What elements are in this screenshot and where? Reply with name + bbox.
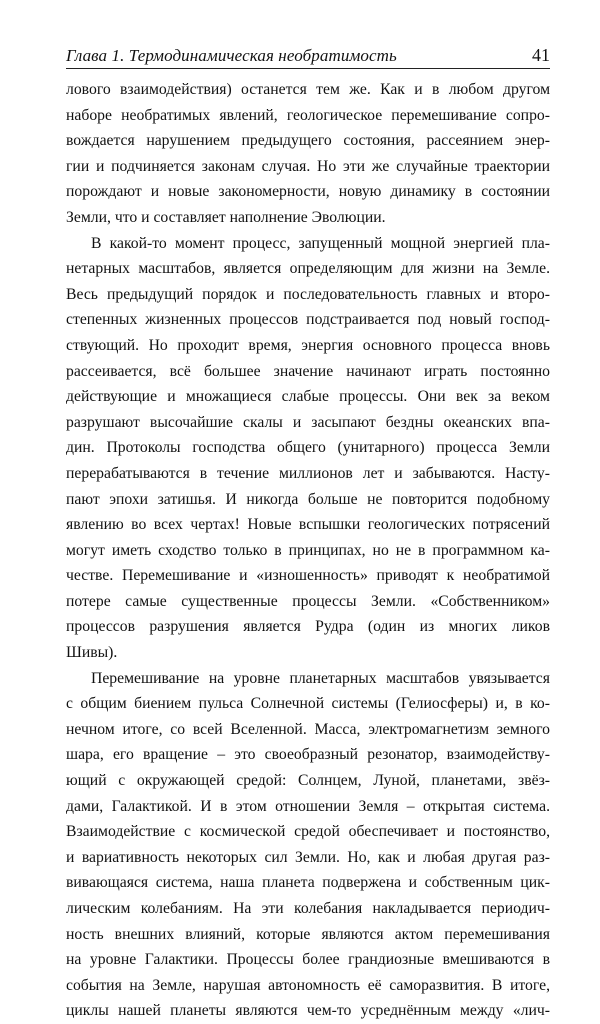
paragraph-1 (66, 77, 550, 231)
text-line: Перемешивание на уровне планетарных масштабов увязывается (91, 669, 550, 687)
text-line: перерабатываются в течение миллионов лет и забываются. Насту- (66, 464, 550, 482)
text-line: события на Земле, нарушая автономность её саморазвития. В итоге, (66, 976, 550, 994)
text-line: степенных жизненных процессов подстраивается под новый господ- (66, 311, 550, 329)
body-text (66, 77, 550, 1024)
text-line: порождают и новые закономерности, новую динамику в состоянии (66, 183, 550, 201)
text-line: нечном итоге, со всей Вселенной. Масса, электромагнетизм земного (66, 720, 550, 738)
text-line: ность внешних влияний, которые являются актом перемешивания (66, 925, 550, 943)
text-line: дами, Галактикой. И в этом отношении Земля – открытая система. (66, 797, 550, 815)
text-line: процессов разрушения является Рудра (один из многих ликов (66, 618, 550, 636)
text-line: разрушают высочайшие скалы и засыпают бездны океанских впа- (66, 413, 550, 431)
text-line: рассеивается, всё большее значение начинают играть постоянно (66, 362, 550, 380)
text-line: Взаимодействие с космической средой обеспечивает и постоянство, (66, 823, 550, 841)
paragraph-2 (66, 231, 550, 666)
text-line: В какой-то момент процесс, запущенный мощной энергией пла- (91, 234, 550, 252)
text-line: ствующий. Но проходит время, энергия основного процесса вновь (66, 336, 550, 354)
paragraph-3 (66, 666, 550, 1024)
text-line: циклы нашей планеты являются чем-то усреднённым между «лич- (66, 1002, 550, 1020)
header-rule (66, 68, 550, 69)
text-line: вивающаяся система, наша планета подвержена и собственным цик- (66, 874, 550, 892)
chapter-title: Глава 1. Термодинамическая необратимость (66, 46, 397, 65)
text-line: дин. Протоколы господства общего (унитарного) процесса Земли (66, 439, 550, 457)
text-line: Земли, что и составляет наполнение Эволюции. (66, 208, 386, 226)
text-line: лового взаимодействия) останется тем же. Как и в любом другом (66, 81, 550, 98)
text-line: явлению во всех чертах! Новые вспышки геологических потрясений (66, 516, 550, 534)
text-line: Весь предыдущий порядок и последовательность главных и второ- (66, 285, 550, 303)
text-line: могут иметь сходство только в принципах, но не в программном ка- (66, 541, 550, 559)
text-line: наборе необратимых явлений, геологическое перемешивание сопро- (66, 106, 550, 124)
text-line: лическим колебаниям. На эти колебания накладывается периодич- (66, 900, 550, 917)
text-line: шара, его вращение – это своеобразный резонатор, взаимодейству- (66, 746, 550, 764)
text-line: вождается нарушением предыдущего состояния, рассеянием энер- (66, 132, 550, 150)
text-line: и вариативность некоторых сил Земли. Но, как и любая другая раз- (66, 848, 550, 866)
text-line: Шивы). (66, 644, 118, 662)
text-line: на уровне Галактики. Процессы более грандиозные вмешиваются в (66, 951, 550, 969)
text-line: потере самые существенные процессы Земли. «Собственником» (66, 592, 550, 610)
running-header (66, 42, 550, 68)
text-line: пают эпохи затишья. И никогда больше не повторится подобному (66, 490, 550, 508)
text-line: нетарных масштабов, является определяющим для жизни на Земле. (66, 260, 550, 278)
text-line: гии и подчиняется законам случая. Но эти же случайные траектории (66, 157, 550, 175)
text-line: честве. Перемешивание и «изношенность» приводят к необратимой (66, 567, 550, 585)
text-line: с общим биением пульса Солнечной системы (Гелиосферы) и, в ко- (66, 695, 550, 713)
page-number: 41 (532, 45, 550, 65)
text-line: действующие и множащиеся слабые процессы. Они век за веком (66, 388, 550, 406)
text-line: ющий с окружающей средой: Солнцем, Луной, планетами, звёз- (66, 772, 550, 790)
